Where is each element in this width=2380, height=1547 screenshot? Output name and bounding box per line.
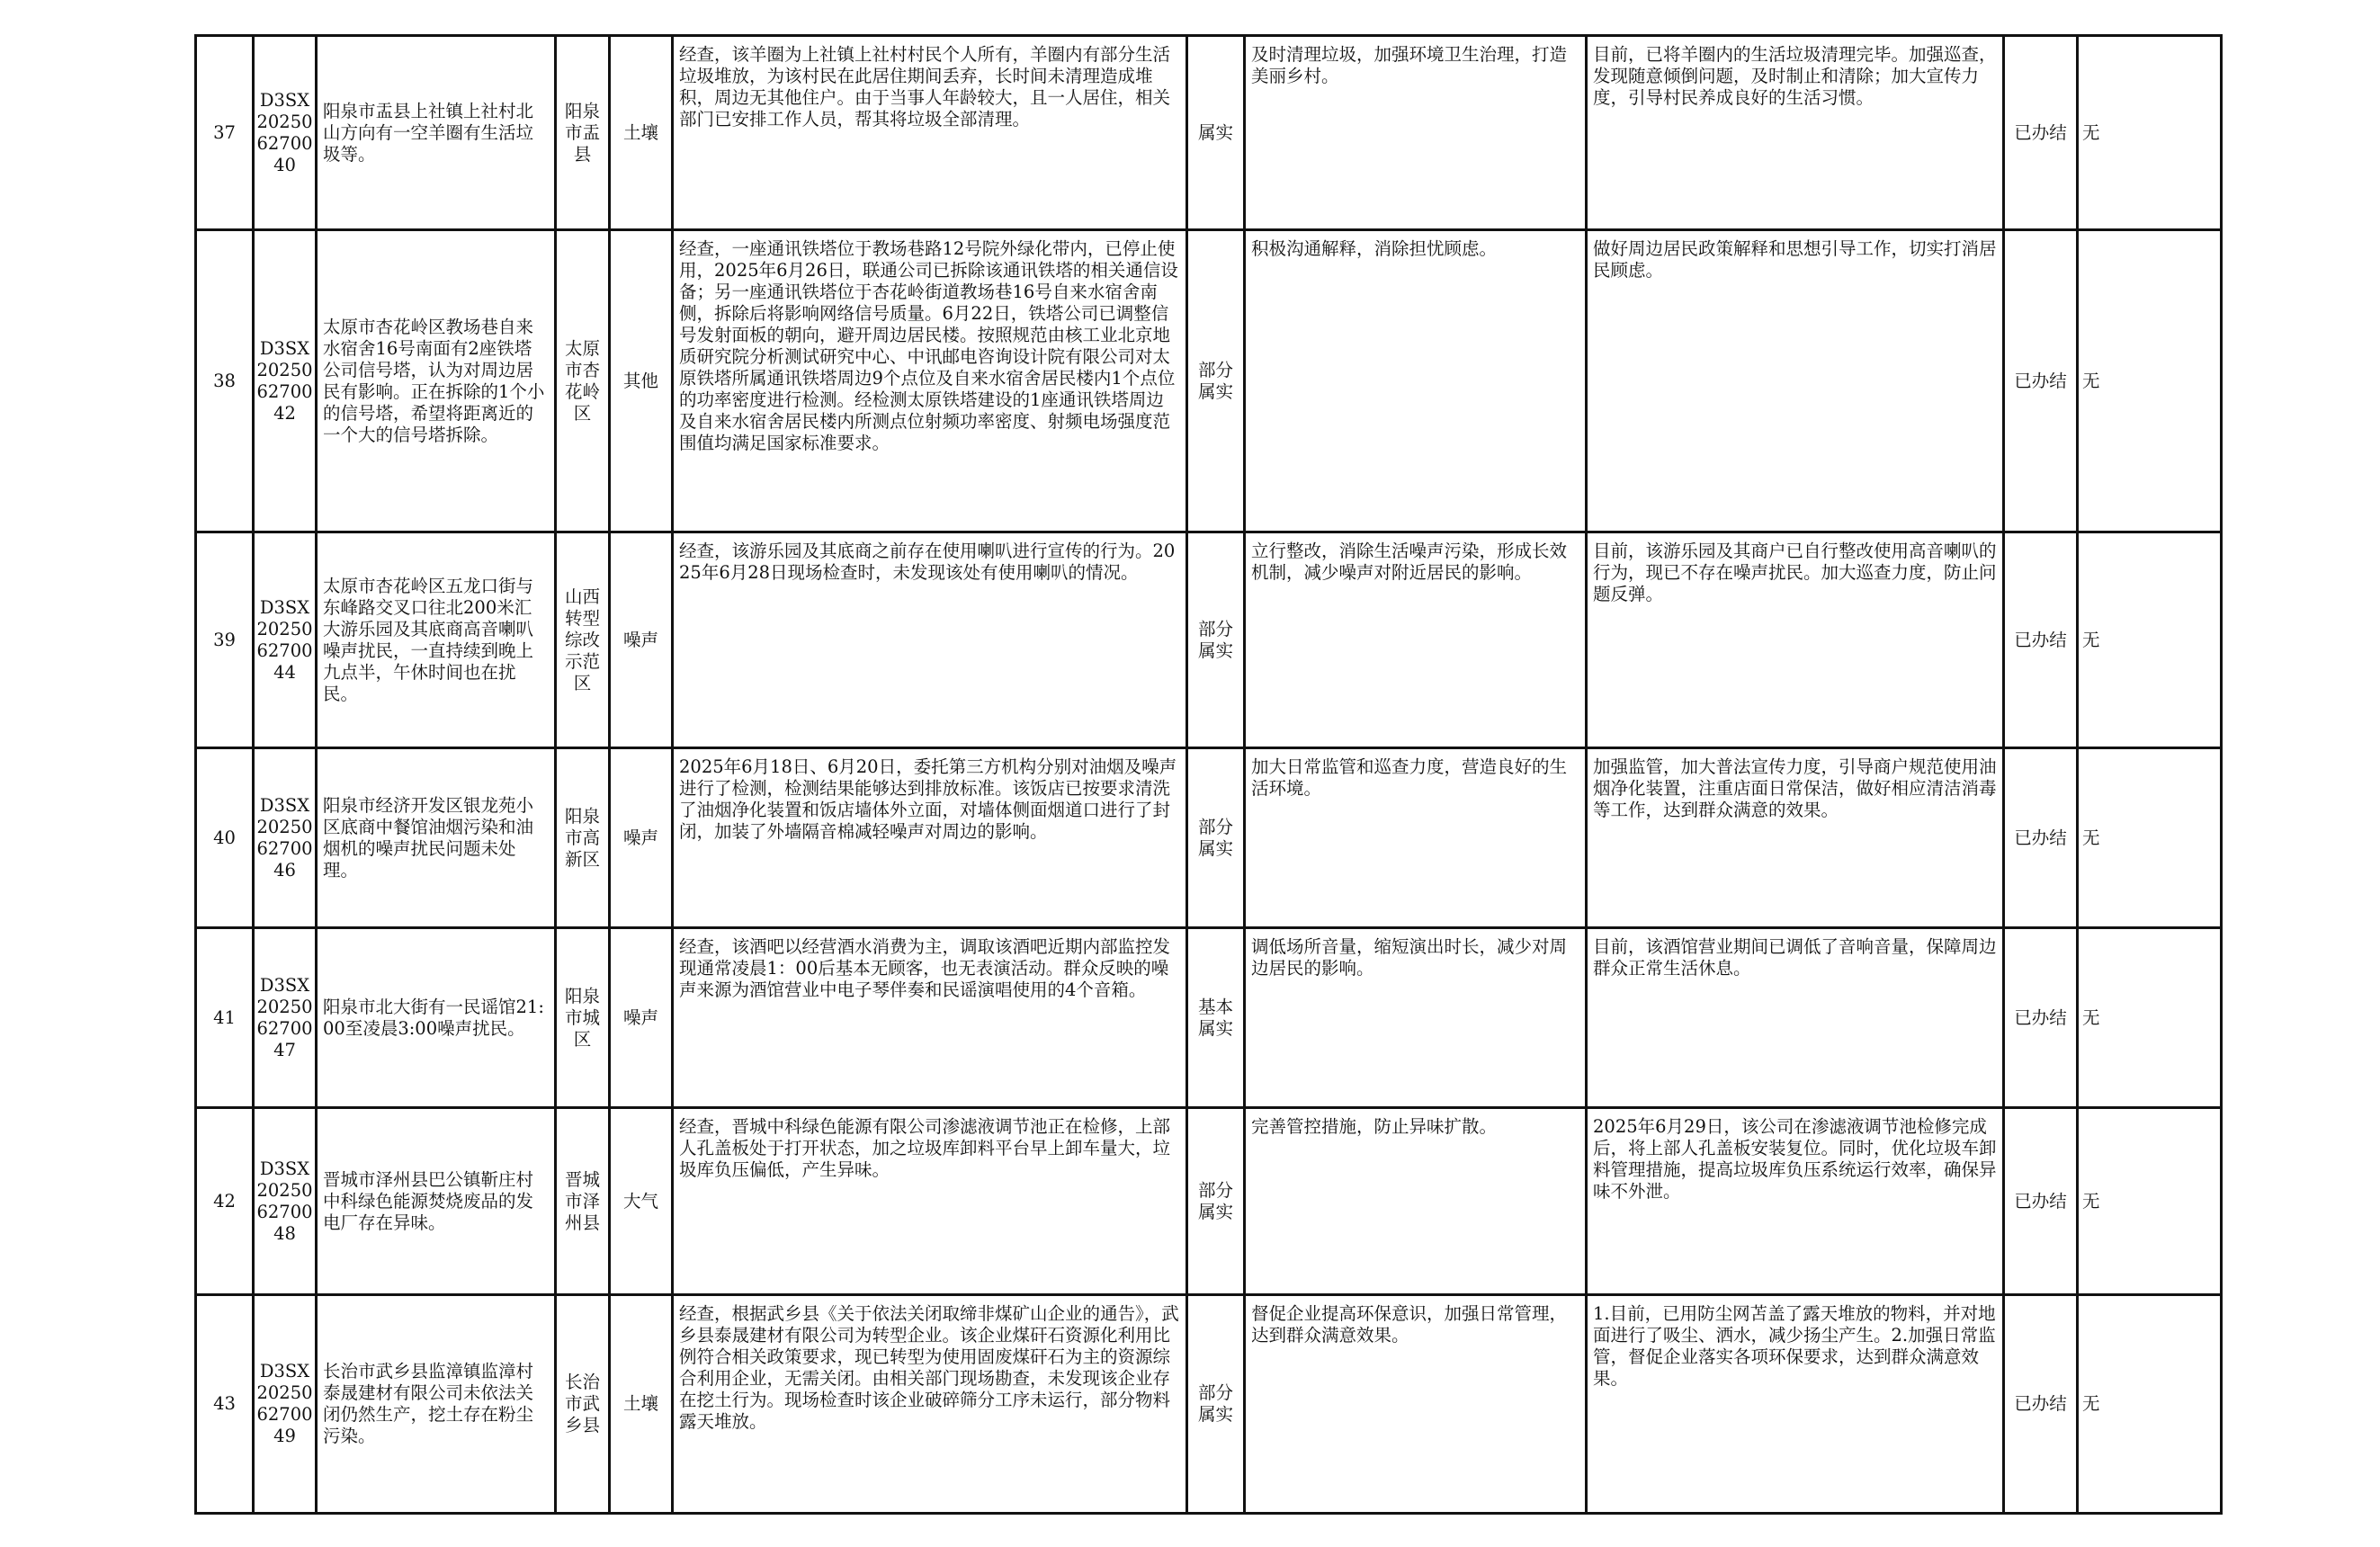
rectification-result: 2025年6月29日，该公司在渗滤液调节池检修完成后，将上部人孔盖板安装复位。同时，优化垃圾车卸料管理措施，提高垃圾库负压系统运行效率，确保异味不外泄。 bbox=[1587, 1108, 2004, 1295]
verification-status: 基本属实 bbox=[1187, 928, 1245, 1108]
rectification-result: 1.目前，已用防尘网苫盖了露天堆放的物料，并对地面进行了吸尘、洒水，减少扬尘产生。2.加强日常监管，督促企业落实各项环保要求，达到群众满意效果。 bbox=[1587, 1295, 2004, 1514]
verification-status: 部分属实 bbox=[1187, 230, 1245, 532]
table-row bbox=[196, 1108, 2222, 1295]
admin-area: 山西转型综改示范区 bbox=[556, 532, 610, 748]
measures-text: 完善管控措施，防止异味扩散。 bbox=[1245, 1108, 1587, 1295]
investigation-text: 经查，该游乐园及其底商之前存在使用喇叭进行宣传的行为。2025年6月28日现场检查时，未发现该处有使用喇叭的情况。 bbox=[673, 532, 1187, 748]
rectification-result: 目前，该酒馆营业期间已调低了音响音量，保障周边群众正常生活休息。 bbox=[1587, 928, 2004, 1108]
pollution-type: 噪声 bbox=[610, 928, 673, 1108]
admin-area: 阳泉市城区 bbox=[556, 928, 610, 1108]
verification-status: 部分属实 bbox=[1187, 748, 1245, 928]
case-code: D3SX2025062700 47 bbox=[254, 928, 317, 1108]
rectification-result: 目前，该游乐园及其商户已自行整改使用高音喇叭的行为，现已不存在噪声扰民。加大巡查力度，防止问题反弹。 bbox=[1587, 532, 2004, 748]
case-code: D3SX2025062700 44 bbox=[254, 532, 317, 748]
verification-status: 部分属实 bbox=[1187, 1295, 1245, 1514]
investigation-text: 经查，该羊圈为上社镇上社村村民个人所有，羊圈内有部分生活垃圾堆放，为该村民在此居住期间丢弃，长时间未清理造成堆积，周边无其他住户。由于当事人年龄较大，且一人居住，相关部门已安排工作人员，帮其将垃圾全部清理。 bbox=[673, 36, 1187, 230]
closure-status: 已办结 bbox=[2004, 1108, 2078, 1295]
rectification-result: 做好周边居民政策解释和思想引导工作，切实打消居民顾虑。 bbox=[1587, 230, 2004, 532]
pollution-type: 大气 bbox=[610, 1108, 673, 1295]
closure-status: 已办结 bbox=[2004, 1295, 2078, 1514]
table-body bbox=[196, 36, 2222, 1514]
measures-text: 立行整改，消除生活噪声污染，形成长效机制，减少噪声对附近居民的影响。 bbox=[1245, 532, 1587, 748]
closure-status: 已办结 bbox=[2004, 36, 2078, 230]
accountability-text: 无 bbox=[2078, 928, 2222, 1108]
investigation-text: 经查，一座通讯铁塔位于教场巷路12号院外绿化带内，已停止使用，2025年6月26日，联通公司已拆除该通讯铁塔的相关通信设备；另一座通讯铁塔位于杏花岭街道教场巷16号自来水宿舍南侧，拆除后将影响网络信号质量。6月22日，铁塔公司已调整信号发射面板的朝向，避开周边居民楼。按照规范由核工业北京地质研究院分析测试研究中心、中讯邮电咨询设计院有限公司对太原铁塔所属通讯铁塔周边9个点位及自来水宿舍居民楼内1个点位的功率密度进行检测。经检测太原铁塔建设的1座通讯铁塔周边及自来水宿舍居民楼内所测点位射频功率密度、射频电场强度范围值均满足国家标准要求。 bbox=[673, 230, 1187, 532]
complaint-text: 晋城市泽州县巴公镇靳庄村中科绿色能源焚烧废品的发电厂存在异味。 bbox=[317, 1108, 556, 1295]
closure-status: 已办结 bbox=[2004, 928, 2078, 1108]
pollution-type: 土壤 bbox=[610, 36, 673, 230]
measures-text: 积极沟通解释，消除担忧顾虑。 bbox=[1245, 230, 1587, 532]
complaint-text: 阳泉市经济开发区银龙苑小区底商中餐馆油烟污染和油烟机的噪声扰民问题未处理。 bbox=[317, 748, 556, 928]
table-row bbox=[196, 1295, 2222, 1514]
complaint-text: 太原市杏花岭区五龙口街与东峰路交叉口往北200米汇大游乐园及其底商高音喇叭噪声扰民，一直持续到晚上九点半，午休时间也在扰民。 bbox=[317, 532, 556, 748]
verification-status: 部分属实 bbox=[1187, 532, 1245, 748]
table-row bbox=[196, 928, 2222, 1108]
rectification-result: 目前，已将羊圈内的生活垃圾清理完毕。加强巡查，发现随意倾倒问题，及时制止和清除；加大宣传力度，引导村民养成良好的生活习惯。 bbox=[1587, 36, 2004, 230]
admin-area: 阳泉市盂县 bbox=[556, 36, 610, 230]
row-number: 43 bbox=[196, 1295, 254, 1514]
investigation-text: 2025年6月18日、6月20日，委托第三方机构分别对油烟及噪声进行了检测，检测结果能够达到排放标准。该饭店已按要求清洗了油烟净化装置和饭店墙体外立面，对墙体侧面烟道口进行了封闭，加装了外墙隔音棉减轻噪声对周边的影响。 bbox=[673, 748, 1187, 928]
rectification-result: 加强监管，加大普法宣传力度，引导商户规范使用油烟净化装置，注重店面日常保洁，做好相应清洁消毒等工作，达到群众满意的效果。 bbox=[1587, 748, 2004, 928]
row-number: 39 bbox=[196, 532, 254, 748]
accountability-text: 无 bbox=[2078, 36, 2222, 230]
verification-status: 属实 bbox=[1187, 36, 1245, 230]
admin-area: 晋城市泽州县 bbox=[556, 1108, 610, 1295]
accountability-text: 无 bbox=[2078, 1108, 2222, 1295]
pollution-type: 土壤 bbox=[610, 1295, 673, 1514]
row-number: 42 bbox=[196, 1108, 254, 1295]
investigation-text: 经查，根据武乡县《关于依法关闭取缔非煤矿山企业的通告》，武乡县泰晟建材有限公司为转型企业。该企业煤矸石资源化利用比例符合相关政策要求，现已转型为使用固废煤矸石为主的资源综合利用企业，无需关闭。由相关部门现场勘查，未发现该企业存在挖土行为。现场检查时该企业破碎筛分工序未运行，部分物料露天堆放。 bbox=[673, 1295, 1187, 1514]
row-number: 41 bbox=[196, 928, 254, 1108]
closure-status: 已办结 bbox=[2004, 532, 2078, 748]
petition-table bbox=[194, 34, 2223, 1515]
row-number: 38 bbox=[196, 230, 254, 532]
admin-area: 阳泉市高新区 bbox=[556, 748, 610, 928]
case-code: D3SX2025062700 40 bbox=[254, 36, 317, 230]
investigation-text: 经查，该酒吧以经营酒水消费为主，调取该酒吧近期内部监控发现通常凌晨1：00后基本无顾客，也无表演活动。群众反映的噪声来源为酒馆营业中电子琴伴奏和民谣演唱使用的4个音箱。 bbox=[673, 928, 1187, 1108]
row-number: 37 bbox=[196, 36, 254, 230]
complaint-text: 阳泉市盂县上社镇上社村北山方向有一空羊圈有生活垃圾等。 bbox=[317, 36, 556, 230]
case-code: D3SX2025062700 49 bbox=[254, 1295, 317, 1514]
pollution-type: 其他 bbox=[610, 230, 673, 532]
case-code: D3SX2025062700 46 bbox=[254, 748, 317, 928]
measures-text: 调低场所音量，缩短演出时长，减少对周边居民的影响。 bbox=[1245, 928, 1587, 1108]
table-row bbox=[196, 532, 2222, 748]
verification-status: 部分属实 bbox=[1187, 1108, 1245, 1295]
accountability-text: 无 bbox=[2078, 1295, 2222, 1514]
accountability-text: 无 bbox=[2078, 230, 2222, 532]
row-number: 40 bbox=[196, 748, 254, 928]
closure-status: 已办结 bbox=[2004, 230, 2078, 532]
accountability-text: 无 bbox=[2078, 748, 2222, 928]
accountability-text: 无 bbox=[2078, 532, 2222, 748]
pollution-type: 噪声 bbox=[610, 748, 673, 928]
table-row bbox=[196, 748, 2222, 928]
closure-status: 已办结 bbox=[2004, 748, 2078, 928]
petition-table-page bbox=[194, 34, 2202, 1512]
table-row bbox=[196, 36, 2222, 230]
case-code: D3SX2025062700 48 bbox=[254, 1108, 317, 1295]
measures-text: 加大日常监管和巡查力度，营造良好的生活环境。 bbox=[1245, 748, 1587, 928]
complaint-text: 长治市武乡县监漳镇监漳村泰晟建材有限公司未依法关闭仍然生产，挖土存在粉尘污染。 bbox=[317, 1295, 556, 1514]
case-code: D3SX2025062700 42 bbox=[254, 230, 317, 532]
measures-text: 及时清理垃圾，加强环境卫生治理，打造美丽乡村。 bbox=[1245, 36, 1587, 230]
complaint-text: 太原市杏花岭区教场巷自来水宿舍16号南面有2座铁塔公司信号塔，认为对周边居民有影响。正在拆除的1个小的信号塔，希望将距离近的一个大的信号塔拆除。 bbox=[317, 230, 556, 532]
complaint-text: 阳泉市北大街有一民谣馆21:00至凌晨3:00噪声扰民。 bbox=[317, 928, 556, 1108]
investigation-text: 经查，晋城中科绿色能源有限公司渗滤液调节池正在检修，上部人孔盖板处于打开状态，加之垃圾库卸料平台早上卸车量大，垃圾库负压偏低，产生异味。 bbox=[673, 1108, 1187, 1295]
admin-area: 长治市武乡县 bbox=[556, 1295, 610, 1514]
pollution-type: 噪声 bbox=[610, 532, 673, 748]
admin-area: 太原市杏花岭区 bbox=[556, 230, 610, 532]
table-row bbox=[196, 230, 2222, 532]
measures-text: 督促企业提高环保意识，加强日常管理，达到群众满意效果。 bbox=[1245, 1295, 1587, 1514]
